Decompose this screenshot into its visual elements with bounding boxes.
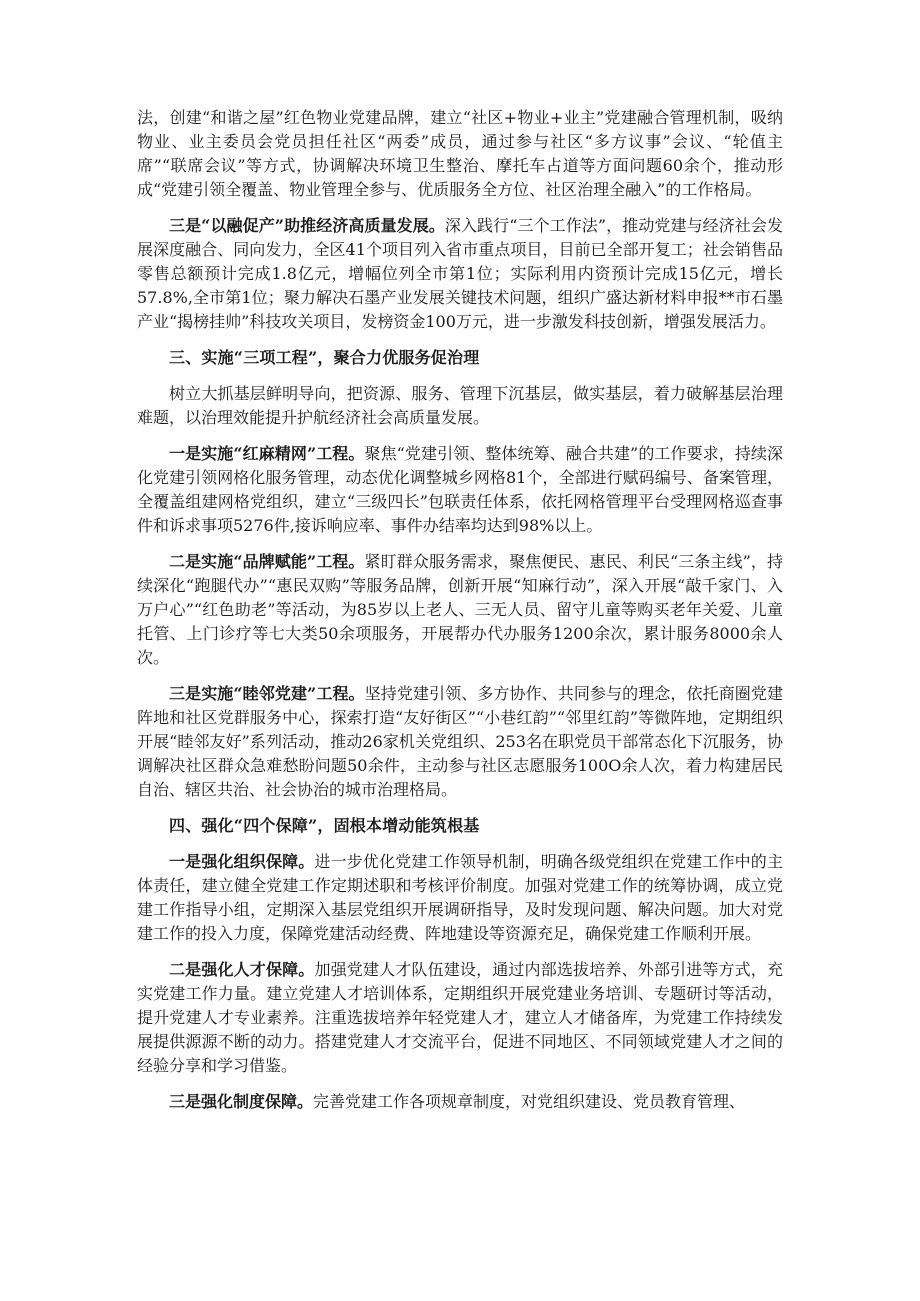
document-page — [137, 106, 783, 1126]
section-heading-3: 三、实施“三项工程”，聚合力优服务促治理 — [169, 348, 480, 367]
paragraph-lead: 一是实施“红麻精网”工程。 — [169, 444, 365, 463]
paragraph-lead: 三是“以融促产”助推经济高质量发展。 — [169, 216, 445, 235]
paragraph-text: 进一步优化党建工作领导机制，明确各级党组织在党建工作中的主体责任，建立健全党建工作定期述职和考核评价制度。加强对党建工作的统筹协调，成立党建工作指导小组，定期深入基层党组织开展调研指导，及时发现问题、解决问题。加大对党建工作的投入力度，保障党建活动经费、阵地建设等资源充足，确保党建工作顺利开展。 — [137, 852, 783, 943]
paragraph-continuation — [137, 106, 783, 202]
paragraph-text: 坚持党建引领、多方协作、共同参与的理念，依托商圈党建阵地和社区党群服务中心，探索打造“友好街区”“小巷红韵”“邻里红韵”等微阵地，定期组织开展“睦邻友好”系列活动，推动26家机关党组织、253名在职党员干部常态化下沉服务，协调解决社区群众急难愁盼问题50余件，主动参与社区志愿服务100O余人次，着力构建居民自治、辖区共治、社会协治的城市治理格局。 — [137, 684, 783, 799]
paragraph-neighbor-project — [137, 682, 783, 802]
paragraph-economy — [137, 214, 783, 334]
paragraph-org-guarantee — [137, 850, 783, 946]
paragraph-text: 树立大抓基层鲜明导向，把资源、服务、管理下沉基层，做实基层，着力破解基层治理难题，以治理效能提升护航经济社会高质量发展。 — [137, 384, 783, 427]
paragraph-lead: 三是实施“睦邻党建”工程。 — [169, 684, 365, 703]
paragraph-lead: 二是强化人才保障。 — [169, 960, 315, 979]
paragraph-lead: 三是强化制度保障。 — [169, 1092, 314, 1111]
paragraph-lead: 二是实施“品牌赋能”工程。 — [169, 552, 365, 571]
paragraph-talent-guarantee — [137, 958, 783, 1078]
paragraph-grid-project — [137, 442, 783, 538]
paragraph-text: 加强党建人才队伍建设，通过内部选拔培养、外部引进等方式，充实党建工作力量。建立党建人才培训体系，定期组织开展党建业务培训、专题研讨等活动，提升党建人才专业素养。注重选拔培养年轻党建人才，建立人才储备库，为党建工作持续发展提供源源不断的动力。搭建党建人才交流平台，促进不同地区、不同领域党建人才之间的经验分享和学习借鉴。 — [137, 960, 783, 1075]
paragraph-system-guarantee — [137, 1090, 783, 1114]
paragraph-text: 深入践行“三个工作法”，推动党建与经济社会发展深度融合、同向发力，全区41个项目列入省市重点项目，目前已全部开复工；社会销售品零售总额预计完成1.8亿元，增幅位列全市第1位；实际利用内资预计完成15亿元，增长57.8%,全市第1位；聚力解决石墨产业发展关键技术问题，组织广盛达新材料申报**市石墨产业“揭榜挂帅”科技攻关项目，发榜资金100万元，进一步激发科技创新，增强发展活力。 — [137, 216, 783, 331]
section-heading-4: 四、强化“四个保障”，固根本增动能筑根基 — [169, 816, 480, 835]
paragraph-text: 完善党建工作各项规章制度，对党组织建设、党员教育管理、 — [313, 1092, 746, 1111]
paragraph-intro-3 — [137, 382, 783, 430]
paragraph-lead: 一是强化组织保障。 — [169, 852, 315, 871]
paragraph-brand-project — [137, 550, 783, 670]
paragraph-text: 聚焦“党建引领、整体统筹、融合共建”的工作要求，持续深化党建引领网格化服务管理，动态优化调整城乡网格81个，全部进行赋码编号、备案管理，全覆盖组建网格党组织，建立“三级四长”包联责任体系，依托网格管理平台受理网格巡查事件和诉求事项5276件,接诉响应率、事件办结率均达到98%以上。 — [137, 444, 783, 535]
paragraph-text: 法，创建“和谐之屋”红色物业党建品牌，建立“社区+物业+业主”党建融合管理机制，吸纳物业、业主委员会党员担任社区“两委”成员，通过参与社区“多方议事”会议、“轮值主席”“联席会议”等方式，协调解决环境卫生整治、摩托车占道等方面问题60余个，推动形成“党建引领全覆盖、物业管理全参与、优质服务全方位、社区治理全融入”的工作格局。 — [137, 108, 783, 199]
paragraph-text: 紧盯群众服务需求，聚焦便民、惠民、利民“三条主线”，持续深化“跑腿代办”“惠民双购”等服务品牌，创新开展“知麻行动”，深入开展“敲千家门、入万户心”“红色助老”等活动，为85岁以上老人、三无人员、留守儿童等购买老年关爱、儿童托管、上门诊疗等七大类50余项服务，开展帮办代办服务1200余次，累计服务8000余人次。 — [137, 552, 783, 667]
